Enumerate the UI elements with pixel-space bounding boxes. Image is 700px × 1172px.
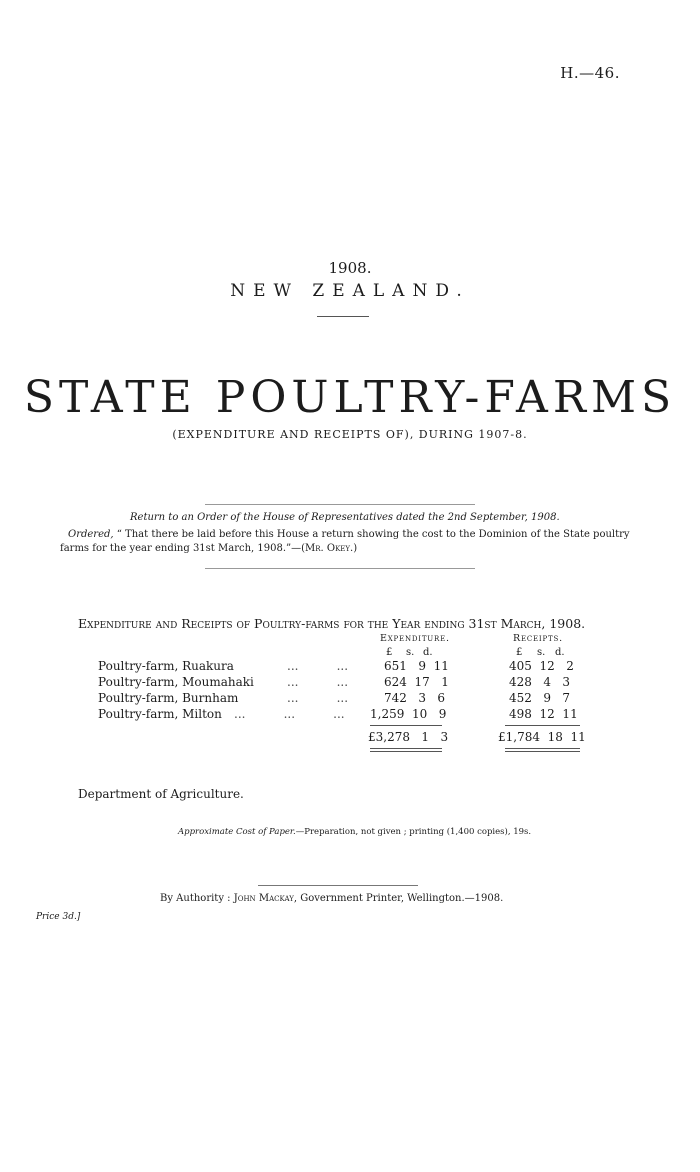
- table-row-label: Poultry-farm, Milton: [98, 707, 222, 721]
- authority-suffix: , Government Printer, Wellington.—1908.: [293, 893, 504, 904]
- cost-text: —Preparation, not given ; printing (1,400 copies), 19s.: [295, 827, 532, 837]
- paper-reference: H.—46.: [560, 64, 620, 82]
- leader-dots: ... ... ...: [234, 707, 345, 721]
- leader-dots: ... ...: [287, 675, 349, 689]
- exp-unit-pound: £: [386, 647, 393, 658]
- receipts-header: Receipts.: [513, 633, 563, 644]
- price-line: Price 3d.]: [36, 912, 81, 922]
- page-subtitle: (EXPENDITURE AND RECEIPTS OF), DURING 1907-8.: [172, 428, 528, 441]
- printer-name: John Mackay: [233, 893, 294, 904]
- total-rule-receipts-1: [505, 748, 580, 749]
- cost-label: Approximate Cost of Paper.: [178, 827, 296, 837]
- rec-unit-shilling: s.: [537, 647, 546, 658]
- total-rule-expenditure-2: [370, 751, 442, 752]
- receipts-cell: 405 12 2: [509, 659, 574, 673]
- divider-authority: [258, 885, 418, 886]
- subtotal-rule-expenditure: [370, 725, 442, 726]
- table-caption: Expenditure and Receipts of Poultry-farms for the Year ending 31st March, 1908.: [78, 616, 586, 631]
- table-row-label: Poultry-farm, Moumahaki: [98, 675, 254, 689]
- exp-unit-shilling: s.: [406, 647, 415, 658]
- divider-short: [317, 316, 369, 317]
- receipts-cell: 452 9 7: [509, 691, 571, 705]
- page-title: STATE POULTRY-FARMS: [23, 372, 677, 423]
- publication-year: 1908.: [328, 259, 372, 277]
- divider-after-order: [205, 568, 475, 569]
- expenditure-cell: 742 3 6: [384, 691, 446, 705]
- total-rule-expenditure-1: [370, 748, 442, 749]
- authority-line: [160, 893, 503, 904]
- exp-unit-pence: d.: [423, 647, 433, 658]
- department-line: Department of Agriculture.: [78, 787, 244, 801]
- member-name: Mr. Okey: [305, 542, 351, 554]
- table-row-label: Poultry-farm, Burnham: [98, 691, 239, 705]
- divider-order: [205, 504, 475, 505]
- country-heading: NEW ZEALAND.: [230, 281, 470, 301]
- ordered-text: “ That there be laid before this House a return showing the cost to the Dominion of the State poultry farms for the year ending 31st March, 1908.”—(: [60, 529, 630, 554]
- leader-dots: ... ...: [287, 659, 349, 673]
- ordered-closing: .): [350, 542, 358, 554]
- receipts-total: £1,784 18 11: [498, 730, 586, 744]
- receipts-cell: 428 4 3: [509, 675, 571, 689]
- cost-line: [178, 827, 531, 837]
- expenditure-total: £3,278 1 3: [368, 730, 449, 744]
- expenditure-cell: 1,259 10 9: [370, 707, 447, 721]
- expenditure-cell: 651 9 11: [384, 659, 449, 673]
- authority-prefix: By Authority :: [160, 893, 231, 904]
- leader-dots: ... ...: [287, 691, 349, 705]
- rec-unit-pence: d.: [555, 647, 565, 658]
- return-order-line: Return to an Order of the House of Representatives dated the 2nd September, 1908.: [130, 512, 560, 523]
- ordered-label: Ordered,: [68, 529, 114, 540]
- subtotal-rule-receipts: [505, 725, 580, 726]
- expenditure-cell: 624 17 1: [384, 675, 449, 689]
- rec-unit-pound: £: [516, 647, 523, 658]
- ordered-paragraph: [60, 528, 630, 555]
- receipts-cell: 498 12 11: [509, 707, 578, 721]
- total-rule-receipts-2: [505, 751, 580, 752]
- table-row-label: Poultry-farm, Ruakura: [98, 659, 234, 673]
- expenditure-header: Expenditure.: [380, 633, 450, 644]
